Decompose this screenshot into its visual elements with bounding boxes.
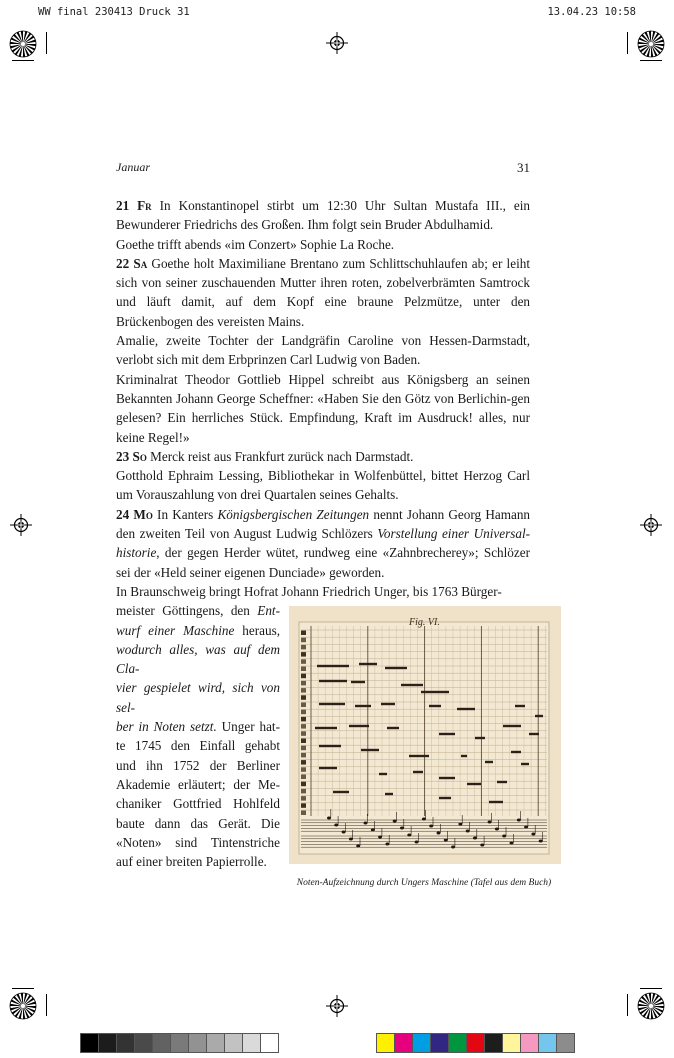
date-label: 24 Mo — [116, 506, 153, 522]
text-line: In Konstantinopel stirbt um 12:30 Uhr Sultan Mustafa III., ein — [159, 198, 530, 213]
text-line: auf einer breiten Papierrolle. — [116, 854, 267, 870]
entry-paragraph — [116, 582, 530, 601]
text-line: verlobt sich mit dem Erbprinzen Carl Ludwig von Baden. — [116, 352, 421, 368]
starburst-target-icon — [637, 30, 665, 58]
registration-crosshair-icon — [639, 513, 663, 537]
registration-crosshair-icon — [325, 994, 349, 1018]
text-line: Kriminalrat Theodor Gottlieb Hippel schreibt aus Königsberg an seinen — [116, 371, 530, 387]
starburst-target-icon — [9, 992, 37, 1020]
color-swatch — [430, 1033, 449, 1053]
wrapped-paragraph — [116, 601, 280, 871]
page-number: 31 — [517, 160, 530, 175]
color-swatch — [224, 1033, 243, 1053]
print-slug-left: WW final 230413 Druck 31 — [38, 6, 190, 18]
text-line: «Noten» sind Tintenstriche — [116, 834, 280, 850]
text-line: baute dann das Gerät. Die — [116, 815, 280, 831]
entry-paragraph — [116, 370, 530, 447]
color-swatch — [242, 1033, 261, 1053]
color-swatch — [134, 1033, 153, 1053]
text-line: gen gelesen? Ein herrliches Stück. Empfindung, Kraft im Ausdruck! alles, — [116, 390, 530, 426]
color-swatch — [188, 1033, 207, 1053]
color-control-bar — [376, 1033, 574, 1053]
color-swatch — [80, 1033, 99, 1053]
entry-22 — [116, 254, 530, 331]
entry-paragraph — [116, 466, 530, 505]
entry-21 — [116, 196, 530, 235]
color-swatch — [152, 1033, 171, 1053]
text-line: vier gespielet wird, sich von sel- — [116, 680, 280, 715]
text-line: Goethe trifft abends «im Conzert» Sophie La Roche. — [116, 236, 395, 252]
starburst-target-icon — [9, 30, 37, 58]
color-swatch — [412, 1033, 431, 1053]
color-swatch — [484, 1033, 503, 1053]
color-swatch — [538, 1033, 557, 1053]
text-line: meister Göttingens, den Ent- — [116, 603, 280, 619]
date-label: 22 Sa — [116, 255, 148, 271]
text-line: den Brückenbogen des vereisten Mains. — [116, 294, 531, 329]
color-swatch — [556, 1033, 575, 1053]
text-line: wodurch alles, was auf dem Cla- — [116, 641, 280, 677]
starburst-target-icon — [637, 992, 665, 1020]
figure-caption: Noten-Aufzeichnung durch Ungers Maschine (Tafel aus dem Buch) — [296, 878, 552, 888]
running-title: Januar — [116, 160, 150, 174]
running-header — [116, 160, 530, 178]
color-swatch — [206, 1033, 225, 1053]
text-line: chaniker Gottfried Hohlfeld — [116, 796, 280, 812]
entry-24 — [116, 505, 530, 582]
text-line: Goethe holt Maximiliane Brentano zum Schlittschuhlaufen ab; er — [151, 255, 503, 271]
grayscale-control-bar — [80, 1033, 278, 1053]
text-line: historie, der gegen Herder wütet, rundweg eine «Zahnbrecherey»; Schlözer — [116, 545, 530, 561]
color-swatch — [116, 1033, 135, 1053]
text-line: Samtrock und läuft damit, auf dem Kopf eine braune Pelzmütze, unter — [116, 275, 530, 310]
plate-label: Fig. VI. — [409, 617, 440, 628]
text-line: leiht sich von seiner zuschauenden Mutter ihren roten, zobelverbrämten — [116, 255, 530, 291]
registration-crosshair-icon — [325, 31, 349, 55]
color-swatch — [260, 1033, 279, 1053]
text-line: Amalie, zweite Tochter der Landgräfin Caroline von Hessen-Darmstadt, — [116, 333, 530, 349]
text-line: In Braunschweig bringt Hofrat Johann Friedrich Unger, bis 1763 Bürger- — [116, 583, 502, 599]
color-swatch — [98, 1033, 117, 1053]
text-line: den zweiten Teil von August Ludwig Schlözers Vorstellung einer Universal- — [116, 526, 530, 542]
text-line: Gotthold Ephraim Lessing, Bibliothekar in Wolfenbüttel, bittet Herzog — [116, 468, 503, 484]
text-line: Merck reist aus Frankfurt zurück nach Darmstadt. — [150, 448, 414, 464]
text-line: Akademie erläutert; der Me- — [116, 776, 280, 792]
entry-23 — [116, 447, 530, 466]
notation-plate-image — [289, 606, 561, 864]
date-label: 21 Fr — [116, 198, 152, 213]
entry-paragraph — [116, 331, 530, 370]
color-swatch — [502, 1033, 521, 1053]
text-line: und ihn 1752 der Berliner — [116, 757, 280, 773]
text-line: Bewunderer Friedrichs des Großen. Ihm folgt sein Bruder Abdulhamid. — [116, 217, 494, 233]
text-line: te 1745 den Einfall gehabt — [116, 738, 280, 754]
entry-paragraph — [116, 235, 530, 254]
text-line: ber in Noten setzt. Unger hat- — [116, 719, 280, 735]
print-slug-right: 13.04.23 10:58 — [547, 6, 636, 18]
text-line: Carl um Vorauszahlung von drei Quartalen seines Gehalts. — [116, 468, 530, 503]
color-swatch — [376, 1033, 395, 1053]
date-label: 23 So — [116, 448, 147, 464]
text-line: sei der «Held seiner eigenen Dunciade» geworden. — [116, 564, 385, 580]
text-line: nur keine Regel!» — [116, 410, 530, 445]
text-line: In Kanters Königsbergischen Zeitungen nennt Johann Georg Hamann — [157, 506, 531, 522]
color-swatch — [520, 1033, 539, 1053]
registration-crosshair-icon — [9, 513, 33, 537]
color-swatch — [448, 1033, 467, 1053]
color-swatch — [394, 1033, 413, 1053]
color-swatch — [170, 1033, 189, 1053]
color-swatch — [466, 1033, 485, 1053]
text-line: Bekannten Johann George Scheffner: «Haben Sie den Götz von Berlichin- — [116, 390, 511, 406]
text-line: wurf einer Maschine heraus, — [116, 622, 280, 638]
figure-plate — [289, 606, 561, 864]
